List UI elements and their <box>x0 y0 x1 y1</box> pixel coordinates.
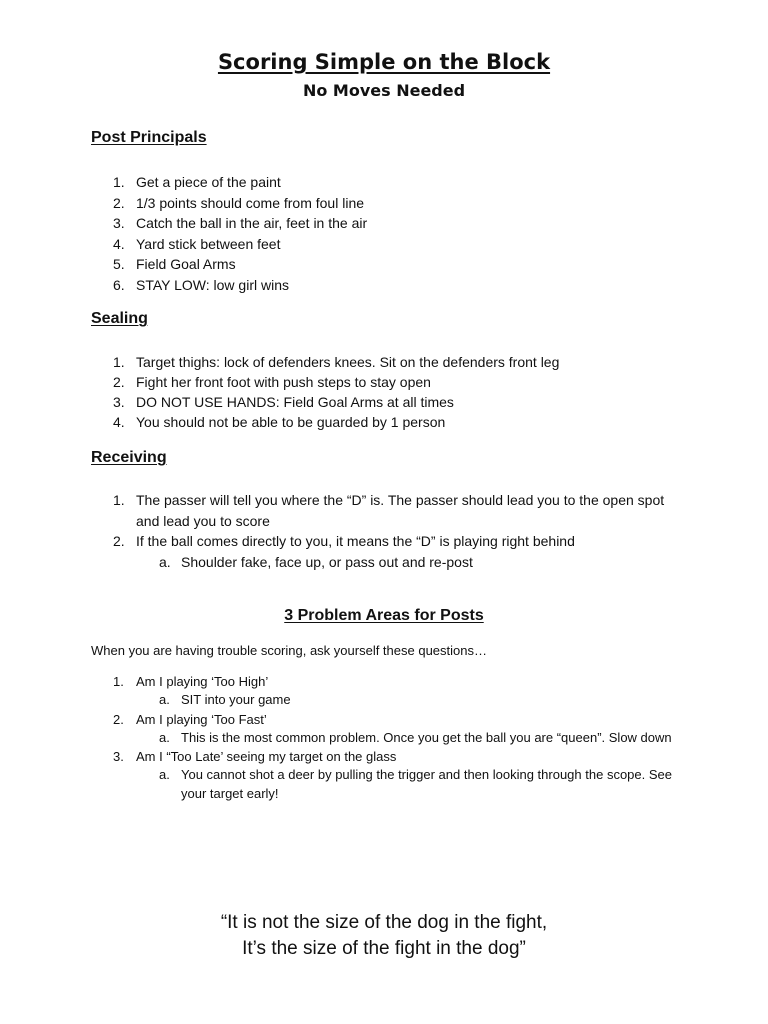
sub-list-item: a. Shoulder fake, face up, or pass out and re-post <box>159 553 473 570</box>
closing-quote <box>0 910 768 962</box>
problem-areas-heading: 3 Problem Areas for Posts <box>284 607 484 624</box>
sub-list-item: a. This is the most common problem. Once you get the ball you are “queen”. Slow down <box>159 729 672 745</box>
section-heading-post-principals: Post Principals <box>91 129 207 146</box>
list-item: 6. STAY LOW: low girl wins <box>113 276 290 293</box>
list-item: 1. Am I playing ‘Too High’ a. SIT into your game <box>91 672 691 710</box>
document-title: Scoring Simple on the Block <box>217 50 551 74</box>
list-item: 1. Get a piece of the paint <box>113 174 281 190</box>
problem-areas-intro: When you are having trouble scoring, ask yourself these questions… <box>91 643 487 658</box>
section-heading-receiving: Receiving <box>91 449 167 466</box>
list-item: 2. If the ball comes directly to you, it means the “D” is playing right behind a. Shoulder fake, face up, or pass out and re-post <box>91 531 691 572</box>
list-item: 2. Am I playing ‘Too Fast’ a. This is the most common problem. Once you get the ball you are “queen”. Slow down <box>91 710 691 748</box>
list-item: 2. 1/3 points should come from foul line <box>113 194 365 211</box>
quote-line-1: “It is not the size of the dog in the fight, <box>220 912 548 933</box>
document-subtitle: No Moves Needed <box>302 81 466 100</box>
list-item: 1. Target thighs: lock of defenders knees. Sit on the defenders front leg <box>113 354 560 370</box>
list-item: 5. Field Goal Arms <box>113 256 236 272</box>
list-item: 4. Yard stick between feet <box>113 235 281 252</box>
list-item: 3. Catch the ball in the air, feet in the air <box>113 215 368 231</box>
list-item: 4. You should not be able to be guarded by 1 person <box>113 414 446 430</box>
list-item: 3. Am I “Too Late’ seeing my target on the glass a. You cannot shot a deer by pulling the trigger and then looking through the scope. See your target early! <box>91 747 691 803</box>
sub-list-item: a. You cannot shot a deer by pulling the trigger and then looking through the scope. See your target early! <box>159 767 672 801</box>
section-heading-sealing: Sealing <box>91 310 148 327</box>
list-item: 2. Fight her front foot with push steps to stay open <box>113 374 431 390</box>
list-item: 1. The passer will tell you where the “D” is. The passer should lead you to the open spot and lead you to score <box>113 492 665 529</box>
sealing-list <box>91 352 691 432</box>
post-principals-list <box>91 172 691 295</box>
quote-line-2: It’s the size of the fight in the dog” <box>242 938 526 959</box>
list-item: 3. DO NOT USE HANDS: Field Goal Arms at all times <box>113 394 454 410</box>
receiving-list <box>91 490 691 572</box>
sub-list-item: a. SIT into your game <box>159 692 291 707</box>
problem-areas-list <box>91 672 691 803</box>
